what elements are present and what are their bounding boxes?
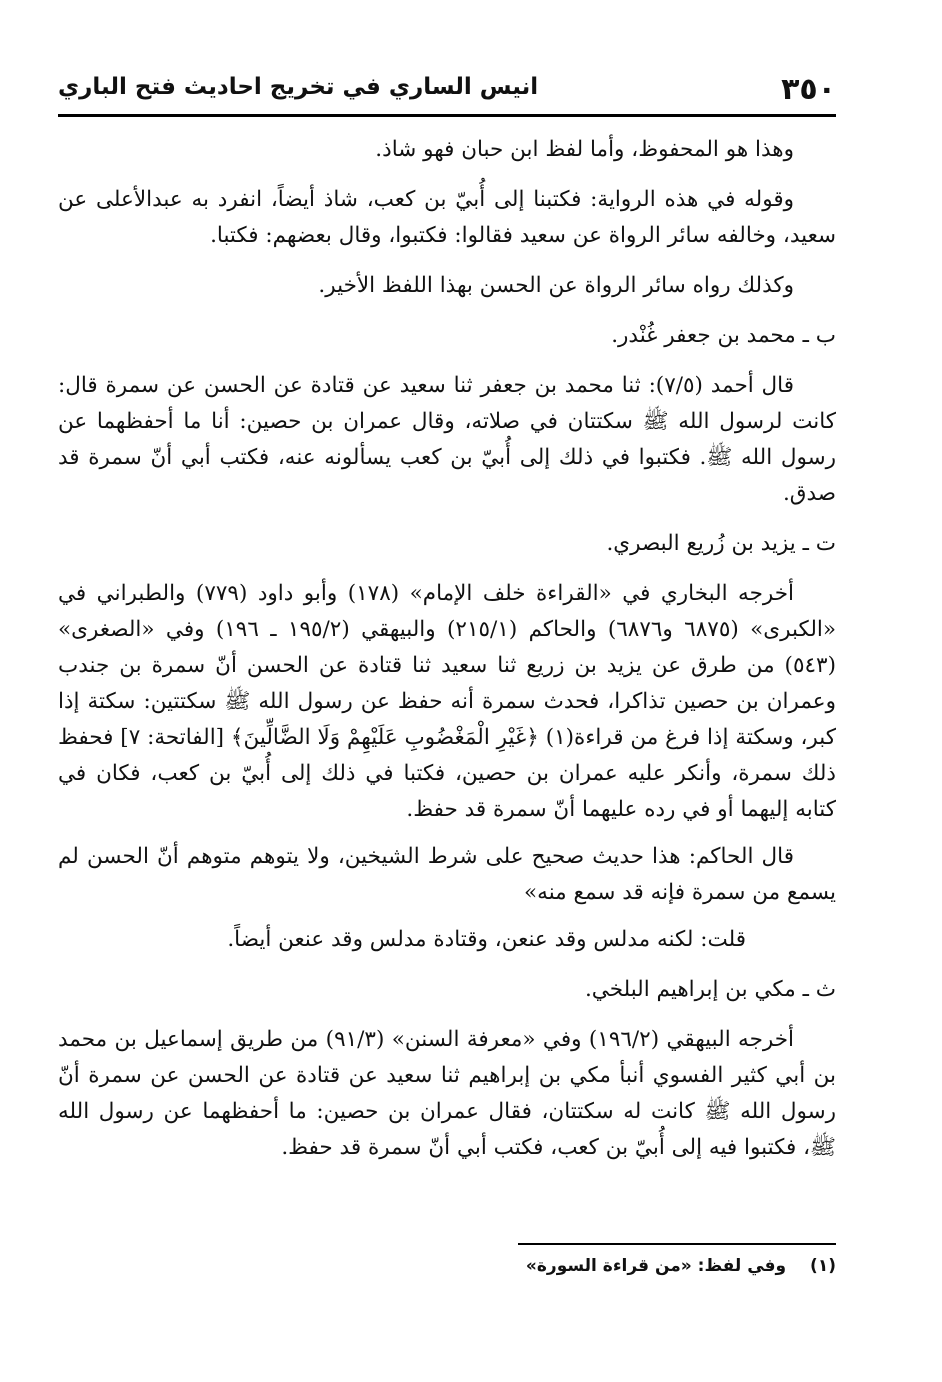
footnote-text: وفي لفظ: «من قراءة السورة» <box>525 1256 787 1276</box>
running-title: انيس الساري في تخريج احاديث فتح الباري <box>58 74 539 100</box>
header-rule <box>58 114 836 117</box>
paragraph: وقوله في هذه الرواية: فكتبنا إلى أُبيّ بن كعب، شاذ أيضاً، انفرد به عبدالأعلى عن سعيد، وخالفه سائر الرواة عن سعيد فقالوا: فكتبوا، وقال بعضهم: فكتبا. <box>58 187 836 248</box>
paragraph: أخرجه البيهقي (١٩٦/٢) وفي «معرفة السنن» (٩١/٣) من طريق إسماعيل بن محمد بن أبي كثير الفسوي أنبأ مكي بن إبراهيم ثنا سعيد عن قتادة عن الحسن عن سمرة أنّ رسول الله ﷺ كانت له سكتتان، فقال عمران بن حصين: ما أحفظهما عن رسول الله ﷺ، فكتبوا فيه إلى أُبيّ بن كعب، فكتب أبي أنّ سمرة قد حفظ. <box>58 1027 836 1160</box>
footnote <box>58 1256 836 1276</box>
paragraph: وهذا هو المحفوظ، وأما لفظ ابن حبان فهو شاذ. <box>375 137 794 162</box>
footnote-number: (١) <box>810 1256 836 1276</box>
page-header <box>58 72 836 112</box>
section-heading: ت ـ يزيد بن زُريع البصري. <box>606 531 836 556</box>
paragraph: أخرجه البخاري في «القراءة خلف الإمام» (١٧٨) وأبو داود (٧٧٩) والطبراني في «الكبرى» (٦٨٧٥ و٦٨٧٦) والحاكم (٢١٥/١) والبيهقي (١٩٥/٢ ـ ١٩٦) وفي «الصغرى» (٥٤٣) من طرق عن يزيد بن زريع ثنا سعيد ثنا قتادة عن الحسن أنّ سمرة بن جندب وعمران بن حصين تذاكرا، فحدث سمرة أنه حفظ عن رسول الله ﷺ سكتتين: سكتة إذا كبر، وسكتة إذا فرغ من قراءة(١) ﴿غَيْرِ الْمَغْضُوبِ عَلَيْهِمْ وَلَا الضَّالِّينَ﴾ [الفاتحة: ٧] فحفظ ذلك سمرة، وأنكر عليه عمران بن حصين، فكتبا في ذلك إلى أُبيّ بن كعب، فكان في كتابه إليهما أو في رده عليهما أنّ سمرة قد حفظ. <box>58 581 837 822</box>
paragraph: وكذلك رواه سائر الرواة عن الحسن بهذا اللفظ الأخير. <box>318 273 794 298</box>
section-heading: ث ـ مكي بن إبراهيم البلخي. <box>584 977 836 1002</box>
paragraph: قلت: لكنه مدلس وقد عنعن، وقتادة مدلس وقد عنعن أيضاً. <box>227 927 746 952</box>
section-heading: ب ـ محمد بن جعفر غُنْدر. <box>611 323 836 348</box>
main-text <box>58 132 836 1166</box>
paragraph: قال الحاكم: هذا حديث صحيح على شرط الشيخين، ولا يتوهم متوهم أنّ الحسن لم يسمع من سمرة فإنه قد سمع منه» <box>58 844 836 905</box>
paragraph: قال أحمد (٧/٥): ثنا محمد بن جعفر ثنا سعيد عن قتادة عن الحسن عن سمرة قال: كانت لرسول الله ﷺ سكتتان في صلاته، وقال عمران بن حصين: أنا ما أحفظهما عن رسول الله ﷺ. فكتبوا في ذلك إلى أُبيّ بن كعب يسألونه عنه، فكتب أبي أنّ سمرة قد صدق. <box>58 373 836 506</box>
page-number: ٣٥٠ <box>781 72 836 107</box>
footnote-rule <box>518 1243 836 1245</box>
